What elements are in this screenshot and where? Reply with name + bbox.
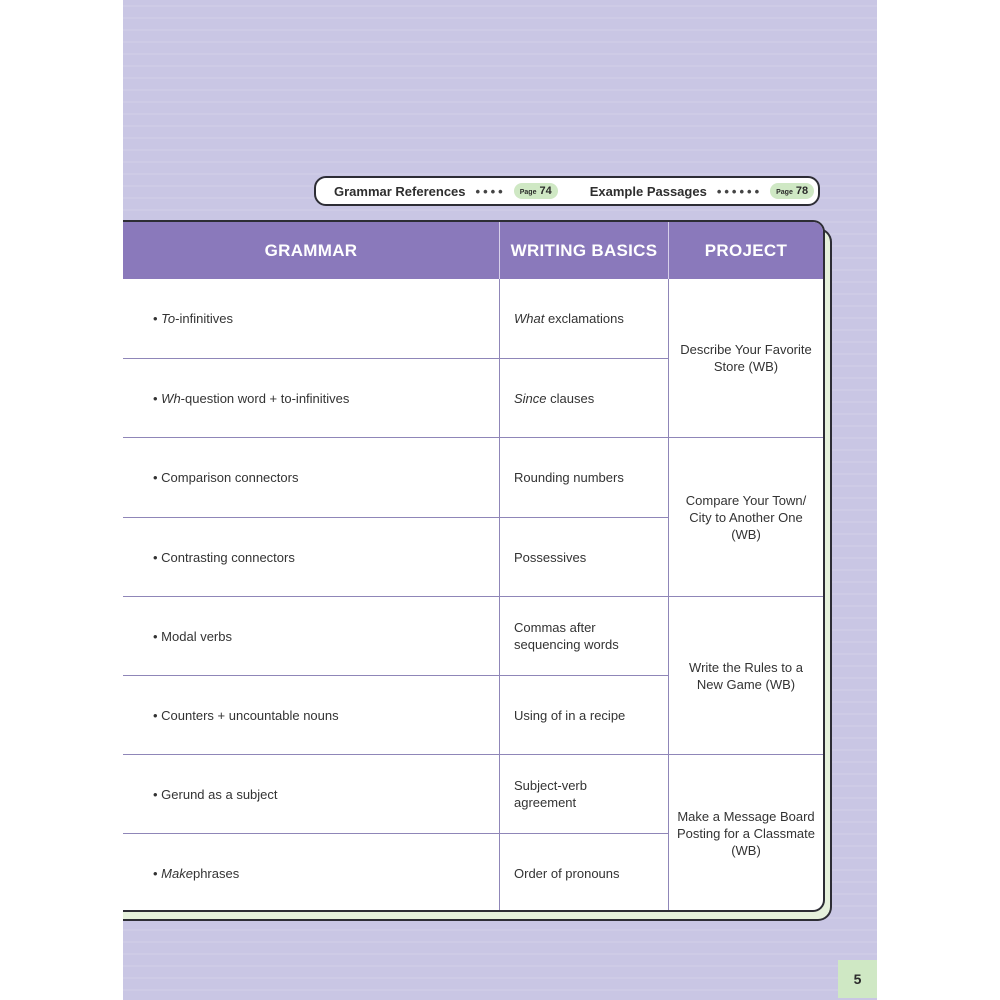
page-ref-number: 74 — [539, 185, 552, 197]
bullet: • — [153, 707, 162, 723]
grammar-em: Make — [161, 865, 193, 881]
grammar-cell — [123, 755, 499, 833]
header-grammar: GRAMMAR — [264, 240, 358, 260]
writing-em: What — [514, 311, 545, 326]
grammar-text: Comparison connectors — [161, 470, 299, 485]
bullet: • — [153, 628, 162, 644]
bullet: • — [153, 549, 162, 565]
writing-text: exclamations — [544, 311, 624, 326]
grammar-cell — [123, 518, 499, 596]
grammar-em: To — [161, 311, 176, 326]
project-cell: Make a Message Board Posting for a Classmate (WB) — [677, 809, 816, 858]
writing-cell — [500, 438, 668, 517]
grammar-text: -infinitives — [175, 311, 233, 326]
grammar-text: Modal verbs — [161, 628, 232, 644]
grammar-cell — [123, 438, 499, 517]
bullet: • — [153, 311, 162, 326]
grammar-cell — [123, 834, 499, 912]
grammar-cell — [123, 359, 499, 437]
example-passages-link[interactable] — [590, 183, 814, 199]
grammar-cell — [123, 279, 499, 358]
writing-text: Commas after sequencing words — [514, 620, 619, 652]
grammar-text: phrases — [192, 865, 240, 881]
writing-cell — [500, 518, 668, 596]
table-header — [123, 222, 823, 279]
grammar-references-link[interactable] — [334, 183, 558, 199]
reference-bar — [314, 176, 820, 206]
page-number: 5 — [838, 960, 877, 998]
grammar-text: Counters + uncountable nouns — [161, 707, 339, 723]
writing-em: Since — [514, 390, 547, 406]
grammar-cell — [123, 597, 499, 675]
bullet: • — [153, 390, 162, 406]
leader-dots: •••• — [475, 183, 506, 199]
project-cell: Describe Your Favorite Store (WB) — [680, 342, 812, 374]
grammar-em: Wh — [161, 390, 181, 406]
writing-text: Subject-verb agreement — [514, 778, 587, 810]
header-project: PROJECT — [704, 240, 788, 260]
page-badge — [514, 183, 558, 199]
writing-text: clauses — [546, 390, 595, 406]
writing-text: Rounding numbers — [514, 470, 624, 485]
writing-text: Order of pronouns — [514, 865, 620, 881]
writing-text: Possessives — [514, 549, 587, 565]
bullet: • — [153, 470, 162, 485]
bullet: • — [153, 786, 162, 802]
grammar-text: Contrasting connectors — [161, 549, 295, 565]
reference-label: Grammar References — [334, 183, 466, 199]
bullet: • — [153, 865, 162, 881]
page-prefix: Page — [519, 189, 537, 196]
writing-cell — [500, 676, 668, 754]
grammar-cell — [123, 676, 499, 754]
writing-cell — [500, 834, 668, 912]
page-ref-number: 78 — [795, 185, 809, 197]
syllabus-table — [123, 220, 825, 912]
writing-cell — [500, 755, 630, 833]
header-writing-basics: WRITING BASICS — [510, 240, 658, 260]
writing-cell — [500, 597, 650, 675]
writing-text: Using of in a recipe — [514, 707, 626, 723]
grammar-text: -question word + to-infinitives — [180, 390, 350, 406]
writing-cell — [500, 359, 668, 437]
grammar-text: Gerund as a subject — [161, 786, 278, 802]
project-cell: Compare Your Town/ City to Another One (WB) — [685, 492, 807, 542]
project-cell: Write the Rules to a New Game (WB) — [689, 659, 803, 692]
reference-label: Example Passages — [589, 183, 707, 199]
leader-dots: •••••• — [716, 183, 763, 199]
page-prefix: Page — [776, 189, 793, 196]
writing-cell — [500, 279, 668, 358]
page-badge — [770, 183, 814, 199]
